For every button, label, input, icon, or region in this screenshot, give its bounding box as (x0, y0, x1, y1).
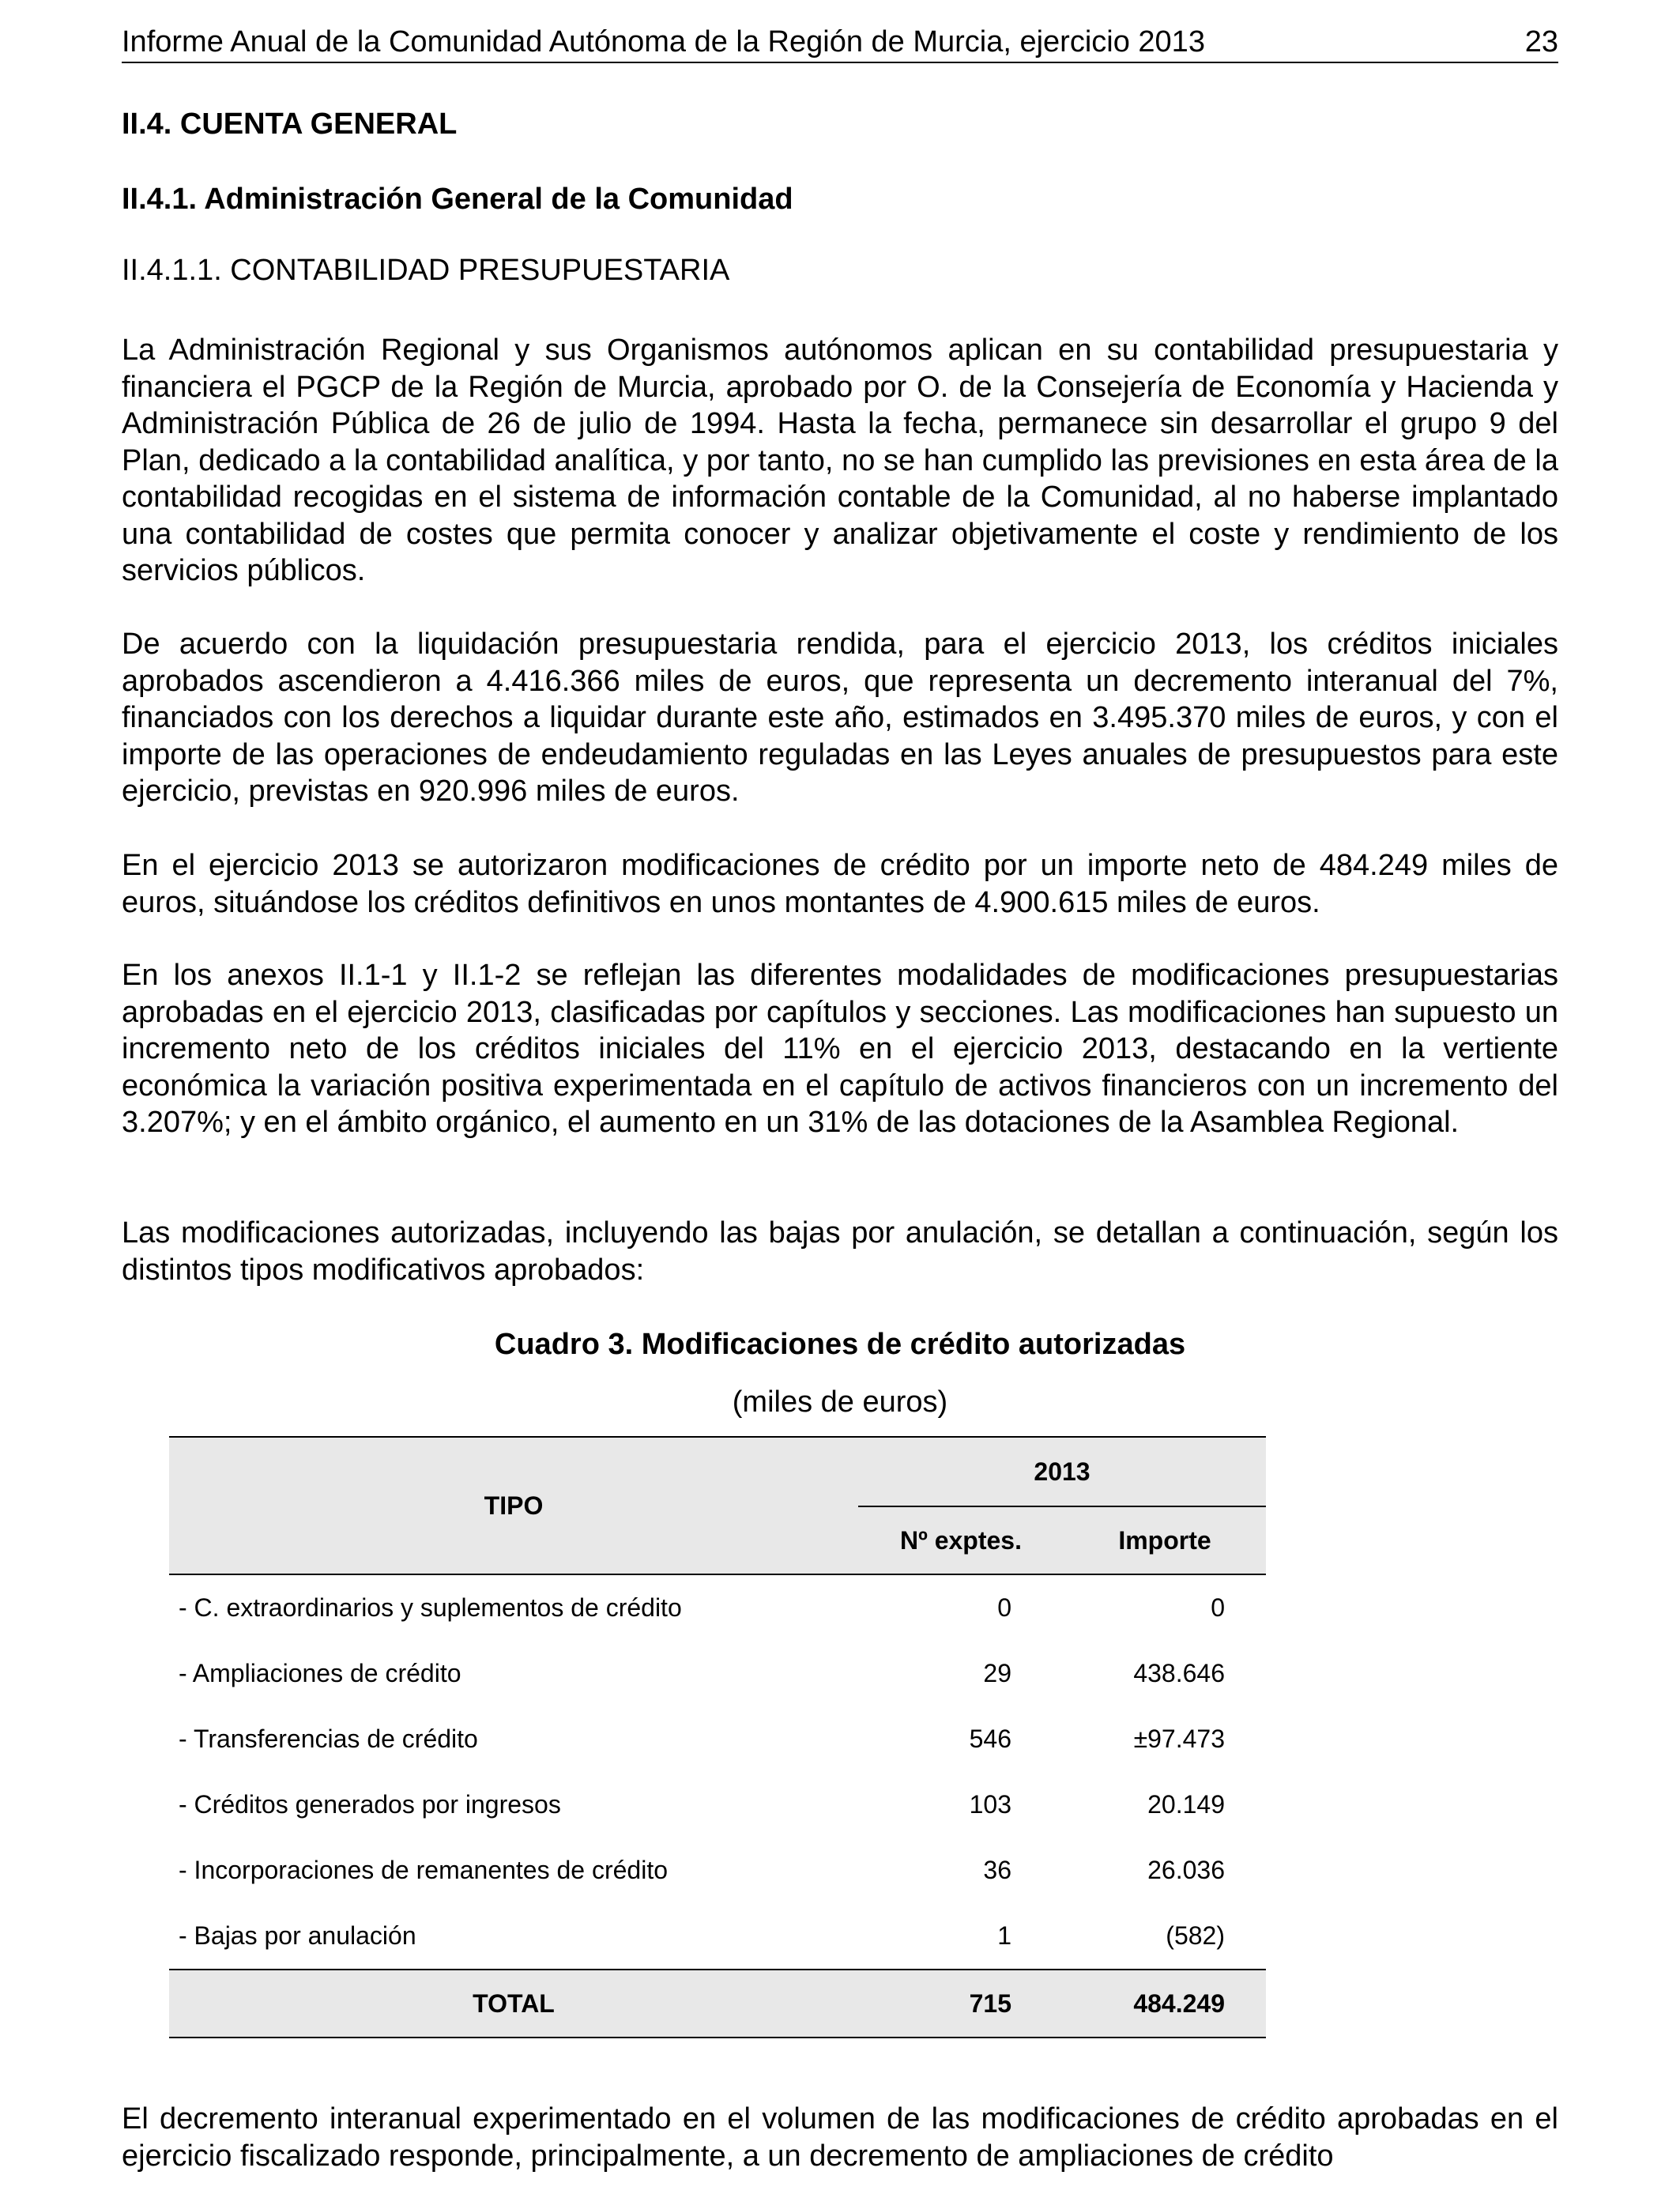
row-label: - Ampliaciones de crédito (179, 1659, 461, 1687)
paragraph-1: La Administración Regional y sus Organismos autónomos aplican en su contabilidad presupuestaria y financiera el PGCP de la Región de Murcia, aprobado por O. de la Consejería de Economía y Hacienda y Administración Pública de 26 de julio de 1994. Hasta la fecha, permanece sin desarrollar el grupo 9 del Plan, dedicado a la contabilidad analítica, y por tanto, no se han cumplido las previsiones en esta área de la contabilidad recogidas en el sistema de información contable de la Comunidad, al no haberse implantado una contabilidad de costes que permita conocer y analizar objetivamente el coste y rendimiento de los servicios públicos. (122, 334, 1558, 587)
page-header (122, 22, 1558, 63)
paragraph-2: De acuerdo con la liquidación presupuestaria rendida, para el ejercicio 2013, los créditos iniciales aprobados ascendieron a 4.416.366 miles de euros, que representa un decremento interanual del 7%, financiados con los derechos a liquidar durante este año, estimados en 3.495.370 miles de euros, y con el importe de las operaciones de endeudamiento reguladas en las Leyes anuales de presupuestos para este ejercicio, previstas en 920.996 miles de euros. (122, 628, 1558, 808)
paragraph-3: En el ejercicio 2013 se autorizaron modificaciones de crédito por un importe neto de 484.249 miles de euros, situándose los créditos definitivos en unos montantes de 4.900.615 miles de euros. (122, 849, 1558, 919)
row-importe: ±97.473 (1133, 1725, 1225, 1753)
table-row (169, 1903, 1266, 1970)
modifications-table (169, 1436, 1266, 2038)
header-exptes: Nº exptes. (858, 1506, 1064, 1574)
row-exptes: 36 (983, 1856, 1011, 1884)
paragraph-6: El decremento interanual experimentado en el volumen de las modificaciones de crédito aprobadas en el ejercicio fiscalizado responde, principalmente, a un decremento de ampliaciones de crédito (122, 2102, 1558, 2173)
section-heading: II.4. CUENTA GENERAL (122, 107, 458, 141)
subsection-heading: II.4.1. Administración General de la Comunidad (122, 183, 793, 216)
row-importe: 26.036 (1147, 1856, 1225, 1884)
table-row (169, 1838, 1266, 1903)
total-row (169, 1970, 1266, 2038)
row-exptes: 546 (969, 1725, 1011, 1753)
row-importe: (582) (1166, 1921, 1225, 1950)
header-tipo: TIPO (169, 1437, 858, 1574)
row-label: - Incorporaciones de remanentes de crédito (179, 1856, 669, 1884)
table-row (169, 1574, 1266, 1641)
table-title: Cuadro 3. Modificaciones de crédito autorizadas (494, 1328, 1186, 1361)
header-title: Informe Anual de la Comunidad Autónoma de la Región de Murcia, ejercicio 2013 (122, 25, 1205, 58)
total-label: TOTAL (169, 1970, 858, 2038)
row-importe: 0 (1211, 1593, 1225, 1622)
page-number: 23 (1524, 25, 1558, 58)
table-row (169, 1706, 1266, 1772)
subsubsection-heading: II.4.1.1. CONTABILIDAD PRESUPUESTARIA (122, 254, 730, 287)
row-exptes: 0 (997, 1593, 1011, 1622)
table-row (169, 1641, 1266, 1706)
row-importe: 20.149 (1147, 1790, 1225, 1819)
total-importe: 484.249 (1064, 1970, 1266, 2038)
total-exptes: 715 (858, 1970, 1064, 2038)
row-exptes: 103 (969, 1790, 1011, 1819)
paragraph-4: En los anexos II.1-1 y II.1-2 se reflejan las diferentes modalidades de modificaciones presupuestarias aprobadas en el ejercicio 2013, clasificadas por capítulos y secciones. Las modificaciones han supuesto un incremento neto de los créditos iniciales del 11% en el ejercicio 2013, destacando en la vertiente económica la variación positiva experimentada en el capítulo de activos financieros con un incremento del 3.207%; y en el ámbito orgánico, el aumento en un 31% de las dotaciones de la Asamblea Regional. (122, 959, 1558, 1139)
table-subtitle: (miles de euros) (732, 1385, 948, 1419)
row-label: - Créditos generados por ingresos (179, 1790, 561, 1819)
paragraph-5: Las modificaciones autorizadas, incluyendo las bajas por anulación, se detallan a continuación, según los distintos tipos modificativos aprobados: (122, 1216, 1558, 1287)
row-label: - Bajas por anulación (179, 1921, 416, 1950)
row-importe: 438.646 (1133, 1659, 1225, 1687)
row-exptes: 29 (983, 1659, 1011, 1687)
row-label: - C. extraordinarios y suplementos de crédito (179, 1593, 682, 1622)
header-importe: Importe (1064, 1506, 1266, 1574)
row-exptes: 1 (997, 1921, 1011, 1950)
header-year: 2013 (858, 1437, 1266, 1506)
table-row (169, 1772, 1266, 1838)
row-label: - Transferencias de crédito (179, 1725, 478, 1753)
